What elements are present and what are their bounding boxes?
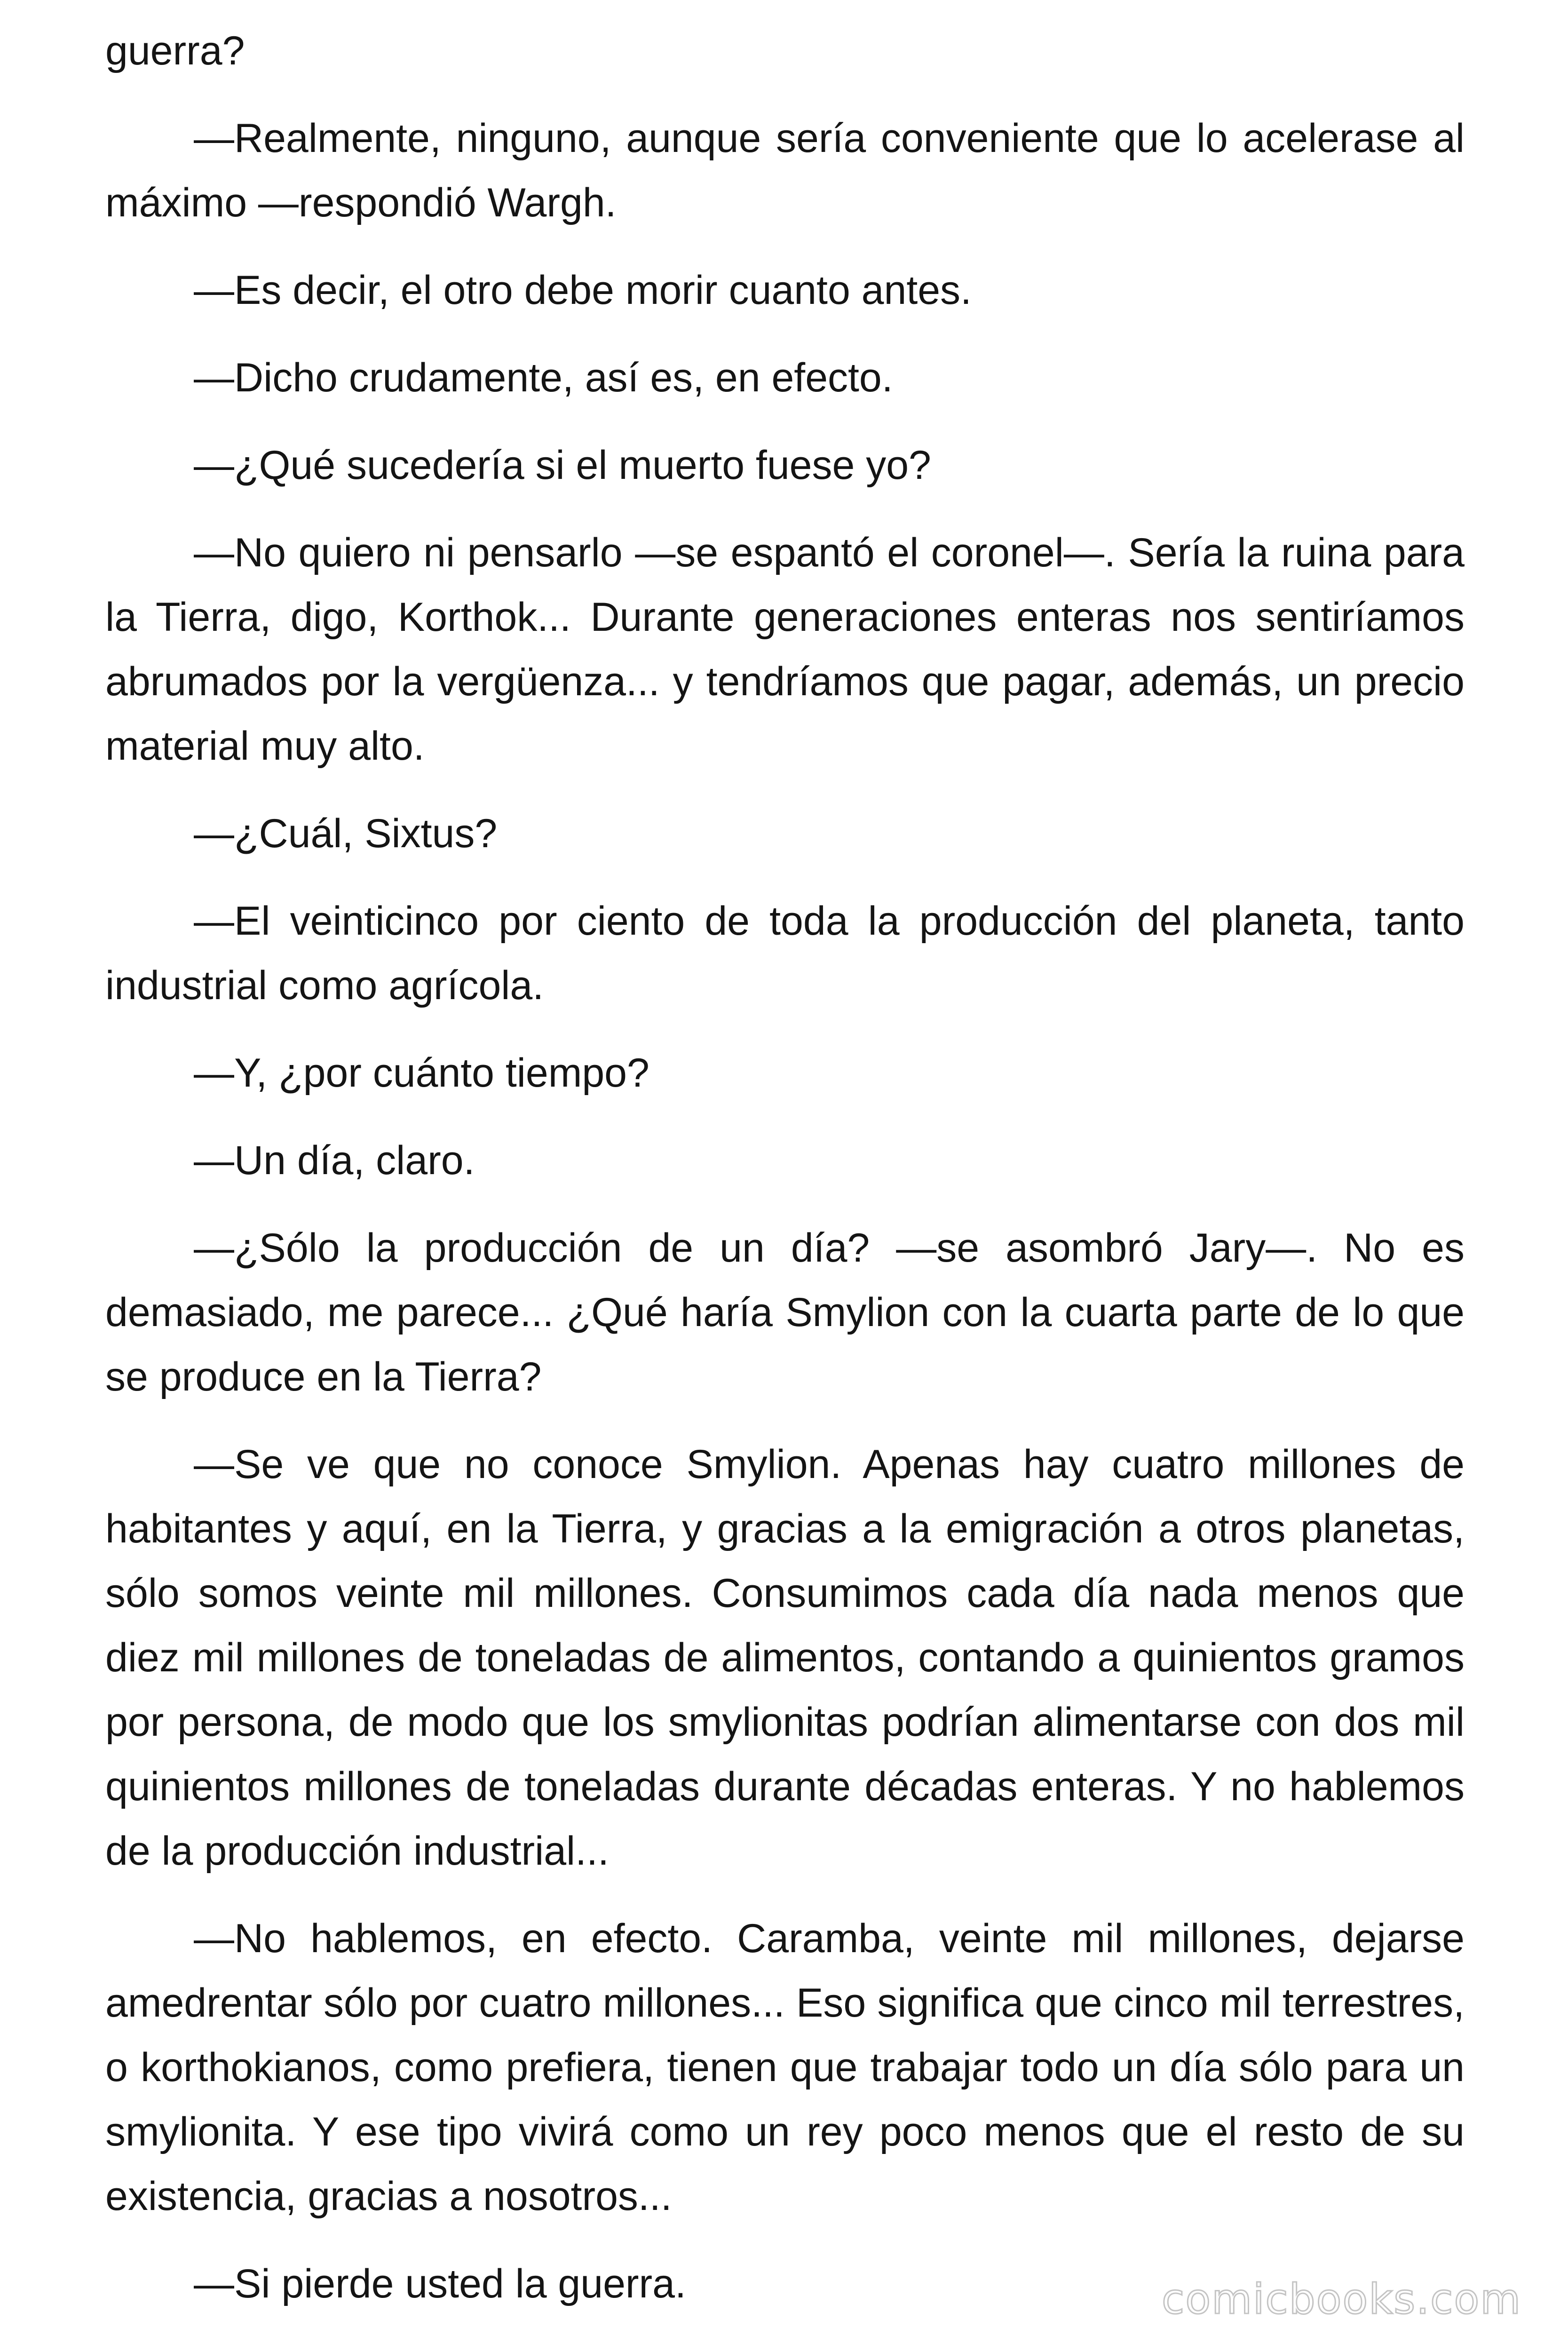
paragraph: —¿Cuál, Sixtus? bbox=[194, 811, 498, 856]
paragraph: —¿Sólo la producción de un día? —se asombró Jary—. No es demasiado, me parece... ¿Qué haría Smylion con la cuarta parte de lo que se produce en la Tierra? bbox=[105, 1225, 1465, 1399]
paragraph: —Realmente, ninguno, aunque sería conveniente que lo acelerase al máximo —respondió Wargh. bbox=[105, 116, 1465, 225]
paragraph: —No hablemos, en efecto. Caramba, veinte mil millones, dejarse amedrentar sólo por cuatro millones... Eso significa que cinco mil terrestres, o korthokianos, como prefiera, tienen que trabajar todo un día sólo para un smylionita. Y ese tipo vivirá como un rey poco menos que el resto de su existencia, gracias a nosotros... bbox=[105, 1916, 1465, 2219]
paragraph: —¿Qué sucedería si el muerto fuese yo? bbox=[194, 443, 931, 488]
book-page-text bbox=[105, 19, 1465, 2339]
paragraph-continued: guerra? bbox=[105, 28, 245, 73]
paragraph: —Un día, claro. bbox=[194, 1138, 475, 1183]
watermark-text: comicbooks.com bbox=[1162, 2275, 1522, 2323]
paragraph: —No quiero ni pensarlo —se espantó el coronel—. Sería la ruina para la Tierra, digo, Korthok... Durante generaciones enteras nos sentiríamos abrumados por la vergüenza... y tendríamos que pagar, además, un precio material muy alto. bbox=[105, 530, 1465, 769]
paragraph: —El veinticinco por ciento de toda la producción del planeta, tanto industrial como agrícola. bbox=[105, 898, 1465, 1008]
paragraph: —Se ve que no conoce Smylion. Apenas hay cuatro millones de habitantes y aquí, en la Tierra, y gracias a la emigración a otros planetas, sólo somos veinte mil millones. Consumimos cada día nada menos que diez mil millones de toneladas de alimentos, contando a quinientos gramos por persona, de modo que los smylionitas podrían alimentarse con dos mil quinientos millones de toneladas durante décadas enteras. Y no hablemos de la producción industrial... bbox=[105, 1442, 1465, 1874]
paragraph: —Y, ¿por cuánto tiempo? bbox=[194, 1050, 649, 1096]
paragraph: —Dicho crudamente, así es, en efecto. bbox=[194, 355, 893, 400]
paragraph: —Es decir, el otro debe morir cuanto antes. bbox=[194, 268, 972, 313]
paragraph: —Si pierde usted la guerra. bbox=[194, 2261, 686, 2306]
